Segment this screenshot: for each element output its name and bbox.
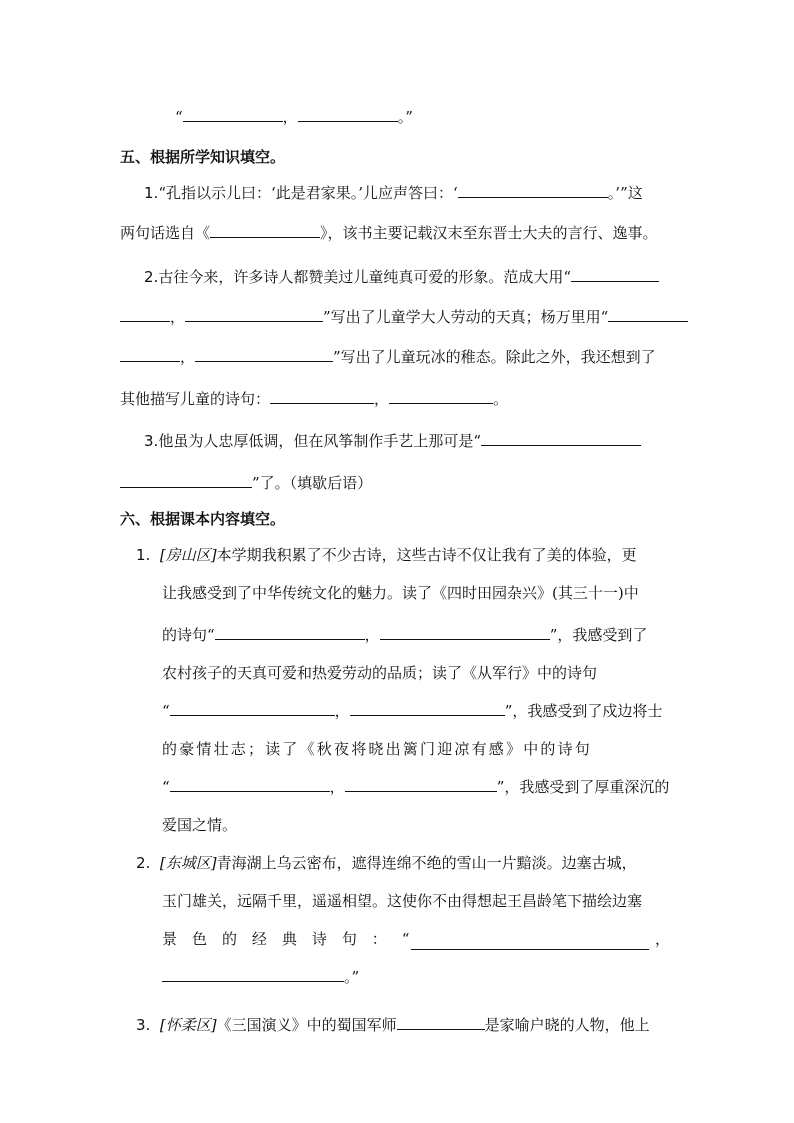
blank[interactable]: [345, 776, 497, 792]
s6-q2-line2: 玉门雄关，远隔千里，遥遥相望。这使你不由得想起王昌龄笔下描绘边塞: [162, 892, 643, 910]
s6-q1-line6: 的豪情壮志；读了《秋夜将晓出篱门迎凉有感》中的诗句: [162, 740, 593, 758]
blank[interactable]: [183, 106, 283, 122]
s5-q2-line4: 其他描写儿童的诗句： ， 。: [120, 390, 509, 408]
blank[interactable]: [120, 472, 252, 488]
s6-q1-line7: “ ， ”，我感受到了厚重深沉的: [162, 778, 670, 796]
s6-q1-line5: “ ， ”，我感受到了戍边将士: [162, 702, 663, 720]
s6-q1-line4: 农村孩子的天真可爱和热爱劳动的品质；读了《从军行》中的诗句: [162, 664, 598, 682]
s5-q3-line1: 3.他虽为人忠厚低调，但在风筝制作手艺上那可是“: [144, 430, 641, 452]
blank[interactable]: [162, 966, 344, 982]
district-tag: [怀柔区]: [159, 1016, 217, 1034]
blank[interactable]: [298, 106, 398, 122]
top-answer-line: “ ， 。”: [175, 108, 413, 126]
spaced-text: 景 色 的 经 典 诗 句 ： “: [162, 930, 410, 948]
blank[interactable]: [458, 182, 608, 198]
s6-q3-line1: 3. [怀柔区]《三国演义》中的蜀国军师 是家喻户晓的人物，他上: [136, 1016, 650, 1034]
blank[interactable]: [389, 388, 493, 404]
s5-q3-line2: ”了。（填歇后语）: [120, 472, 372, 494]
s5-q1-line1: 1.“孔指以示儿曰：‘此是君家果。’儿应声答曰：‘ 。’”这: [144, 184, 643, 202]
blank[interactable]: [571, 266, 659, 282]
s6-q2-line3: 景 色 的 经 典 诗 句 ： “ ，: [162, 930, 670, 948]
blank[interactable]: [210, 222, 320, 238]
s6-q1-line8: 爱国之情。: [162, 816, 238, 834]
blank[interactable]: [608, 306, 688, 322]
blank[interactable]: [195, 346, 333, 362]
s5-q2-line1: 2.古往今来，许多诗人都赞美过儿童纯真可爱的形象。范成大用“: [144, 266, 659, 288]
district-tag: [房山区]: [159, 546, 217, 564]
blank[interactable]: [481, 430, 641, 446]
blank[interactable]: [120, 306, 170, 322]
s5-q2-line2: ， ”写出了儿童学大人劳动的天真；杨万里用“: [120, 306, 688, 328]
blank[interactable]: [215, 624, 365, 640]
s6-q1-line1: 1. [房山区]本学期我积累了不少古诗，这些古诗不仅让我有了美的体验，更: [136, 546, 637, 564]
section-6-heading: 六、根据课本内容填空。: [120, 510, 286, 528]
blank[interactable]: [185, 306, 323, 322]
blank[interactable]: [397, 1014, 485, 1030]
s5-q2-line3: ， ”写出了儿童玩冰的稚态。除此之外，我还想到了: [120, 346, 656, 368]
s6-q1-line3: 的诗句“ ， ”，我感受到了: [162, 626, 648, 644]
s6-q2-line4: 。”: [162, 966, 359, 988]
blank[interactable]: [170, 776, 330, 792]
section-5-heading: 五、根据所学知识填空。: [120, 148, 286, 166]
blank[interactable]: [350, 700, 505, 716]
blank[interactable]: [270, 388, 374, 404]
s5-q1-line2: 两句话选自《 》，该书主要记载汉末至东晋士大夫的言行、逸事。: [120, 224, 658, 242]
s6-q1-line2: 让我感受到了中华传统文化的魅力。读了《四时田园杂兴》(其三十一)中: [162, 584, 639, 602]
blank[interactable]: [380, 624, 550, 640]
s6-q2-line1: 2. [东城区]青海湖上乌云密布，遮得连绵不绝的雪山一片黯淡。边塞古城，: [136, 854, 637, 872]
blank[interactable]: [120, 346, 180, 362]
blank[interactable]: [411, 934, 649, 950]
district-tag: [东城区]: [159, 854, 217, 872]
blank[interactable]: [170, 700, 335, 716]
